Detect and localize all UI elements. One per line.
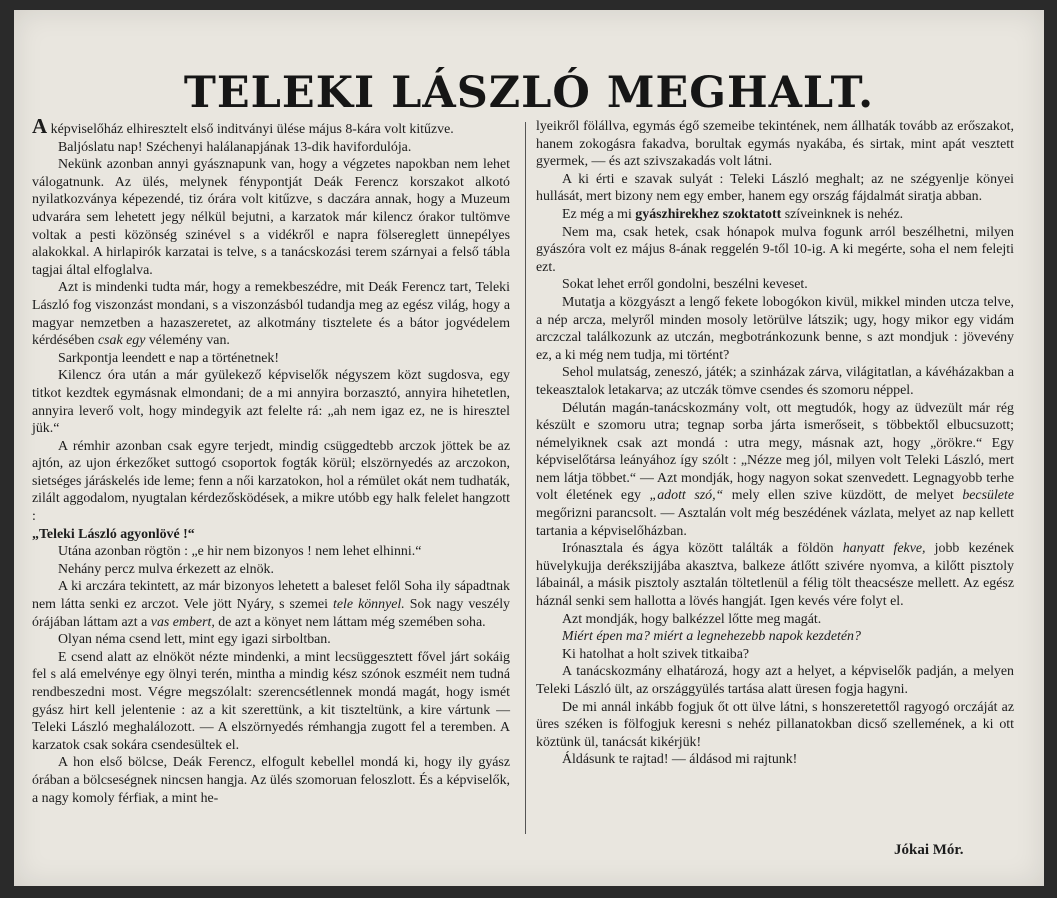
author-signature: Jókai Mór.	[894, 842, 964, 858]
paragraph: Nehány percz mulva érkezett az elnök.	[58, 561, 274, 577]
paragraph: Miért épen ma? miért a legnehezebb napok kezdetén?	[562, 629, 861, 645]
headline-quote: „Teleki László agyonlövé !“	[32, 526, 195, 542]
column-divider	[525, 122, 526, 834]
paragraph: A képviselőház elhiresztelt első inditványi ülése május 8-kára volt kitűzve.	[32, 114, 454, 138]
newspaper-clipping	[14, 10, 1044, 886]
paragraph: Nem ma, csak hetek, csak hónapok mulva fogunk arról beszélhetni, milyen gyászóra volt ez május 8-ának reggelén 9-től 10-ig. A ki megérte, soha el nem felejti ezt.	[536, 224, 1014, 275]
paragraph: Áldásunk te rajtad! — áldásod mi rajtunk!	[562, 752, 798, 768]
article-column-right	[536, 118, 1014, 769]
paragraph: Sehol mulatság, zeneszó, játék; a szinházak zárva, világitatlan, a kávéházakban a tekeasztalok letakarva; az utczák tömve csendes és szomoru néppel.	[536, 365, 1014, 398]
paragraph: A hon első bölcse, Deák Ferencz, elfogult kebellel mondá ki, hogy ily gyász órában a bölcseségnek nincsen hangja. Az ülés szomoruan feloszlott. És a képviselők, a nagy komoly férfiak, a mint he-	[32, 755, 510, 806]
paragraph: A rémhir azonban csak egyre terjedt, mindig csüggedtebb arczok jöttek be az ajtón, az ujon érkezőket suttogó csoportok fogták körül; elszörnyedés az arczokon, sietséges járáskelés ide leme; fenn a női karzatokon, hol a rémület okát nem tudhaták, zilált aggodalom, nyugtalan kérdezősködések, a mikre utóbb egy halk felelet hangzott :	[32, 438, 510, 525]
paragraph: Sarkpontja leendett e nap a történetnek!	[58, 350, 280, 366]
paragraph: Ki hatolhat a holt szivek titkaiba?	[562, 646, 750, 662]
paragraph: Azt mondják, hogy balkézzel lőtte meg magát.	[562, 611, 822, 627]
drop-cap: A	[32, 114, 48, 138]
paragraph: A ki arczára tekintett, az már bizonyos lehetett a baleset felől Soha ily sápadtnak nem látta senki ez arczot. Vele jött Nyáry, s szemei tele könnyel. Sok nagy veszély órájában láttam azt a vas embert, de azt a könyet nem láttam még szemében soha.	[32, 579, 511, 630]
paragraph: Olyan néma csend lett, mint egy igazi sirboltban.	[58, 632, 331, 648]
paragraph: Utána azonban rögtön : „e hir nem bizonyos ! nem lehet elhinni.“	[58, 544, 422, 560]
paragraph: Baljóslatu nap! Széchenyi halálanapjának 13-dik havifordulója.	[58, 139, 412, 155]
paragraph: E csend alatt az elnököt nézte mindenki, a mint lecsüggesztett fővel járt sokáig fel s alá emelvénye egy ölnyi terén, mintha a mindig kész szónok eszméit nem tudná rendbeszedni most. Végre megszólalt: szerencsétlennek mondá magát, hogy ismét gyász hirt kell jelentenie : az a kit szerettünk, a kit tiszteltünk, a kire vártunk — Teleki László meghalálozott. — A elszörnyedés rémhangja zugott fel a teremben. A karzatok csak sokára csendesültek el.	[32, 649, 510, 753]
paragraph: Sokat lehet erről gondolni, beszélni keveset.	[562, 277, 808, 293]
paragraph: Nekünk azonban annyi gyásznapunk van, hogy a végzetes napokban nem lehet válogatnunk. Az ülés, melynek fénypontját Deák Ferencz korszakot alkotó nyilatkozványa képezendé, tiz órára volt kitűzve, s daczára annak, hogy a Muzeum udvarára sem lehetett jegy nélkül bejutni, a karzatok már kilencz órakor tultömve voltak a pesti közönség szinével s a vidékről e napra fölsereglett ünnepélyes alakokkal. A hirlapirók karzatai is telve, s a tanácskozási terem szárnyai a felső tábla tagjai által elfoglalva.	[32, 157, 510, 278]
paragraph: Délután magán-tanácskozmány volt, ott megtudók, hogy az üdvezült már rég készült e szomoru utra; tegnap sorba járta ismerőseit, s többektől elbucsuzott; némelyiknek csak azt mondá : utra megy, másnak azt, hogy „örökre.“ Egy képviselőtársa leányához így szólt : „Nézze meg jól, milyen volt Teleki László, mert nem látja többet.“ — Azt mondják, hogy nagyon sokat szenvedett. Legnagyobb terhe volt életének egy „adott szó,“ mely ellen szive küzdött, de melyet becsülete megőrizni parancsolt. — Asztalán volt még beszédének vázlata, melyet az nap kellett tartania a képviselőházban.	[536, 400, 1014, 539]
paragraph: Kilencz óra után a már gyülekező képviselők négyszem közt sugdosva, egy titkot kezdtek egymásnak elmondani; de a mi annyira borzasztó, annyira hihetetlen, annyira leverő volt, hogy mindegyik azt felelte rá: „ah nem igaz ez, ne is hiresztel jük.“	[32, 368, 510, 437]
paragraph: A ki érti e szavak sulyát : Teleki László meghalt; az ne szégyenlje könyei hullását, mert bizony nem egy ember, hanem egy ország fájdalmát siratja abban.	[536, 171, 1014, 205]
paragraph: lyeikről fölállva, egymás égő szemeibe tekintének, nem állhaták tovább az erőszakot, hanem zokogásra fakadva, borultak egymás nyakába, és sirtak, mint apát vesztett gyermek, — és azt szivszakadás volt látni.	[536, 119, 1014, 170]
paragraph: Ez még a mi gyászhirekhez szoktatott szíveinknek is nehéz.	[562, 206, 904, 222]
paragraph: Mutatja a közgyászt a lengő fekete lobogókon kivül, mikkel minden utcza telve, a nép arcza, melyről minden mosoly letörülve látszik; ugy, hogy mikor egy vidám arczczal találkozunk az utczán, megbotránkozunk benne, s azt mondjuk : jövevény ez, a ki még nem tudja, mi történt?	[536, 294, 1014, 363]
article-title: TELEKI LÁSZLÓ MEGHALT.	[183, 68, 875, 118]
paragraph: De mi annál inkább fogjuk őt ott ülve látni, s honszeretettől ragyogó orczáját az üres széken is fölfogjuk keresni s nehéz pillanatokban dicső szellemének, a ki ott köztünk ül, tanácsát kikérjük!	[536, 699, 1014, 750]
paragraph: Azt is mindenki tudta már, hogy a remekbeszédre, mit Deák Ferencz tart, Teleki László fog viszonzást mondani, s a viszonzásból tudandja meg az egész világ, hogy a magyar nemzetben a hazaszeretet, az alkotmány tisztelete és a bátor jogvédelem kérdésében csak egy vélemény van.	[32, 280, 510, 349]
paragraph: Irónasztala és ágya között találták a földön hanyatt fekve, jobb kezének hüvelykujja derékszijjába akasztva, balkeze átlőtt szivére nyomva, a kilőtt pisztoly lábainál, a másik pisztoly asztalán töltetlenül a félig tölt theacsésze mellett. Az egész háznál senki sem hallotta a lövés hangját. Igen kevés vére folyt el.	[536, 541, 1014, 610]
paragraph: A tanácskozmány elhatározá, hogy azt a helyet, a képviselők padján, a melyen Teleki László ült, az országgyülés tartása alatt üresen fogja hagyni.	[536, 664, 1014, 697]
article-column-left	[32, 114, 511, 807]
